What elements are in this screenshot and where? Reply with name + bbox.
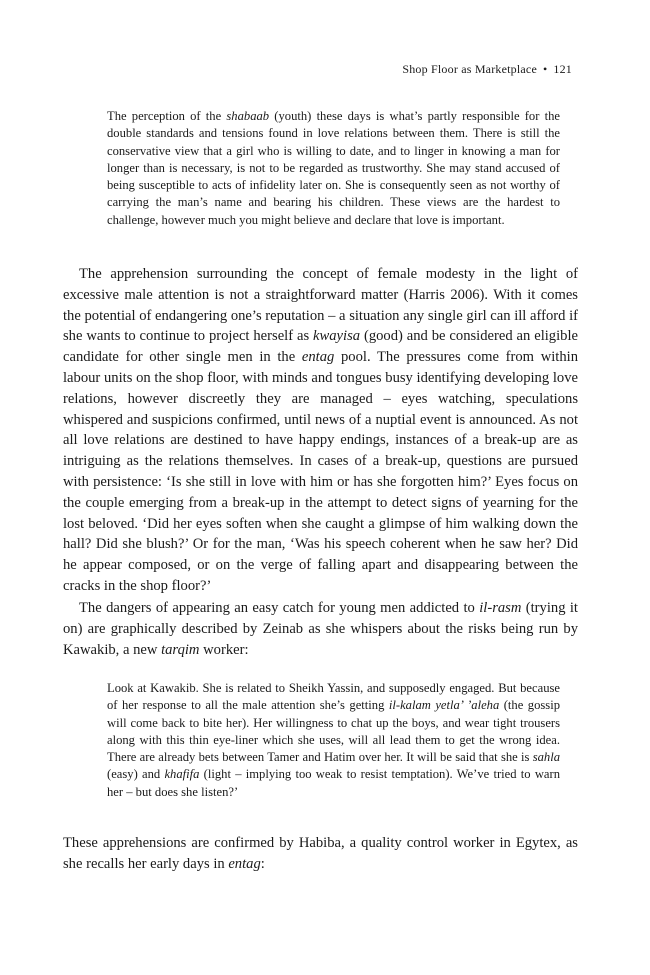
italic-term: sahla xyxy=(532,750,560,765)
text-run: The perception of the xyxy=(107,109,227,123)
block-quote-kawakib xyxy=(107,680,560,801)
italic-term: tarqim xyxy=(161,641,200,658)
text-run: (the gossip will come back to bite her). Her willingness to chat up the boys, and wear tight trousers along with this thin eye-liner which she uses, will all lead them to get the wrong idea. There are already bets between Tamer and Hatim over her. It will be said that she is xyxy=(107,698,560,765)
text-run: (easy) and xyxy=(107,767,165,782)
text-run: The dangers of appearing an easy catch for young men addicted to xyxy=(79,600,480,616)
text-run: : xyxy=(260,855,265,872)
italic-term: khafifa xyxy=(164,767,200,782)
text-run: The apprehension surrounding the concept of female modesty in the light of excessive male attention is not a straightforward matter (Harris 2006). With it comes the potential of endangering one’s reputation – a situation any single girl can ill afford if she wants to continue to project herself as xyxy=(63,266,578,345)
italic-term: entag xyxy=(301,349,335,366)
text-run: (trying it on) are graphically described by Zeinab as she whispers about the risks being run by Kawakib, a new xyxy=(63,600,578,658)
text-run: (light – implying too weak to resist temptation). We’ve tried to warn her – but does she listen?’ xyxy=(107,767,560,799)
italic-term: shabaab xyxy=(226,109,270,123)
block-quote-shabaab xyxy=(107,108,560,229)
paragraph-habiba xyxy=(63,833,578,875)
paragraph-easy-catch xyxy=(63,598,578,660)
text-run: These apprehensions are confirmed by Habiba, a quality control worker in Egytex, as she recalls her early days in xyxy=(63,835,578,872)
text-run: Look at Kawakib. She is related to Sheikh Yassin, and supposedly engaged. But because of her response to all the male attention she’s getting xyxy=(107,681,560,713)
running-head xyxy=(402,62,572,77)
italic-term: entag xyxy=(228,855,261,872)
italic-term: il-kalam yetla’ ’aleha xyxy=(388,698,500,713)
header-separator: • xyxy=(542,62,548,76)
running-title: Shop Floor as Marketplace xyxy=(402,62,537,76)
page-number: 121 xyxy=(553,62,572,76)
text-run: (youth) these days is what’s partly responsible for the double standards and tensions found in love relations between them. There is still the conservative view that a girl who is willing to date, and to linger in knowing a man for longer than is necessary, is not to be regarded as trustworthy. She may stand accused of being susceptible to acts of infidelity later on. She is consequently seen as not worthy of carrying the man’s name and bearing his children. These views are the hardest to challenge, however much you might believe and declare that love is important. xyxy=(107,109,560,227)
text-run: pool. The pressures come from within labour units on the shop floor, with minds and tongues busy identifying developing love relations, however discreetly they are managed – eyes watching, speculations whispered and suspicions confirmed, until news of a nuptial event is announced. As not all love relations are destined to have happy endings, instances of a break-up are as intriguing as the relations themselves. In cases of a break-up, questions are pursued with persistence: ‘Is she still in love with him or has she forgotten him?’ Eyes focus on the couple emerging from a break-up in the attempt to detect signs of yearning for the lost beloved. ‘Did her eyes soften when she caught a glimpse of him walking down the hall? Did she blush?’ Or for the man, ‘Was his speech coherent when he saw her? Did he appear composed, or on the verge of falling apart and disappearing between the cracks in the shop floor?’ xyxy=(63,349,579,594)
text-run: (good) and be considered an eligible candidate for other single men in the xyxy=(63,328,578,366)
italic-term: kwayisa xyxy=(313,328,361,345)
text-run: worker: xyxy=(199,641,249,658)
paragraph-female-modesty xyxy=(63,264,578,597)
italic-term: il-rasm xyxy=(479,600,522,616)
